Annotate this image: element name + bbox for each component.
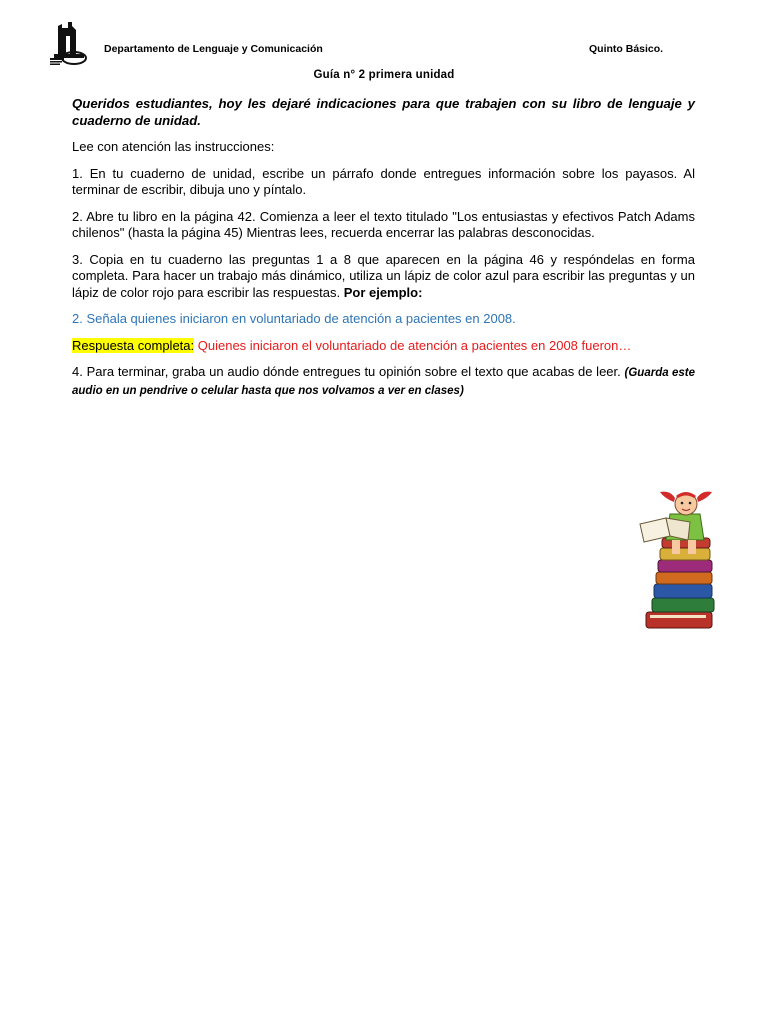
step-3 <box>72 252 695 302</box>
department-header: Departamento de Lenguaje y Comunicación <box>104 43 323 55</box>
step-4-text: 4. Para terminar, graba un audio dónde entregues tu opinión sobre el texto que acabas de leer. <box>72 364 621 379</box>
step-2: 2. Abre tu libro en la página 42. Comienza a leer el texto titulado "Los entusiastas y efectivos Patch Adams chilenos" (hasta la página 45) Mientras lees, recuerda encerrar las palabras desconocidas. <box>72 208 695 240</box>
step-4-note: (Guarda este audio en un pendrive o celular hasta que nos volvamos a ver en clases) <box>72 367 695 397</box>
girl-reading-on-books-icon <box>630 484 720 634</box>
school-logo-icon <box>46 20 90 66</box>
example-question: 2. Señala quienes iniciaron en voluntariado de atención a pacientes en 2008. <box>72 311 516 326</box>
lead-paragraph: Lee con atención las instrucciones: <box>72 139 275 154</box>
grade-header: Quinto Básico. <box>589 43 664 55</box>
answer-label: Respuesta completa: <box>72 337 195 353</box>
document-body <box>72 96 695 409</box>
page-title: Guía n° 2 primera unidad <box>313 69 455 81</box>
step-4 <box>72 364 695 399</box>
example-label: Por ejemplo: <box>343 284 423 300</box>
step-1: 1. En tu cuaderno de unidad, escribe un párrafo donde entregues información sobre los payasos. Al terminar de escribir, dibuja uno y píntalo. <box>72 165 695 197</box>
example-answer <box>72 338 695 355</box>
answer-text: Quienes iniciaron el voluntariado de atención a pacientes en 2008 fueron… <box>197 337 632 353</box>
step-3-text: 3. Copia en tu cuaderno las preguntas 1 a 8 que aparecen en la página 46 y respóndelas en forma completa. Para hacer un trabajo más dinámico, utiliza un lápiz de color azul para escribir las preguntas y un lápiz de color rojo para escribir las respuestas. <box>72 251 695 300</box>
intro-paragraph: Queridos estudiantes, hoy les dejaré indicaciones para que trabajen con su libro de lenguaje y cuaderno de unidad. <box>72 96 695 128</box>
